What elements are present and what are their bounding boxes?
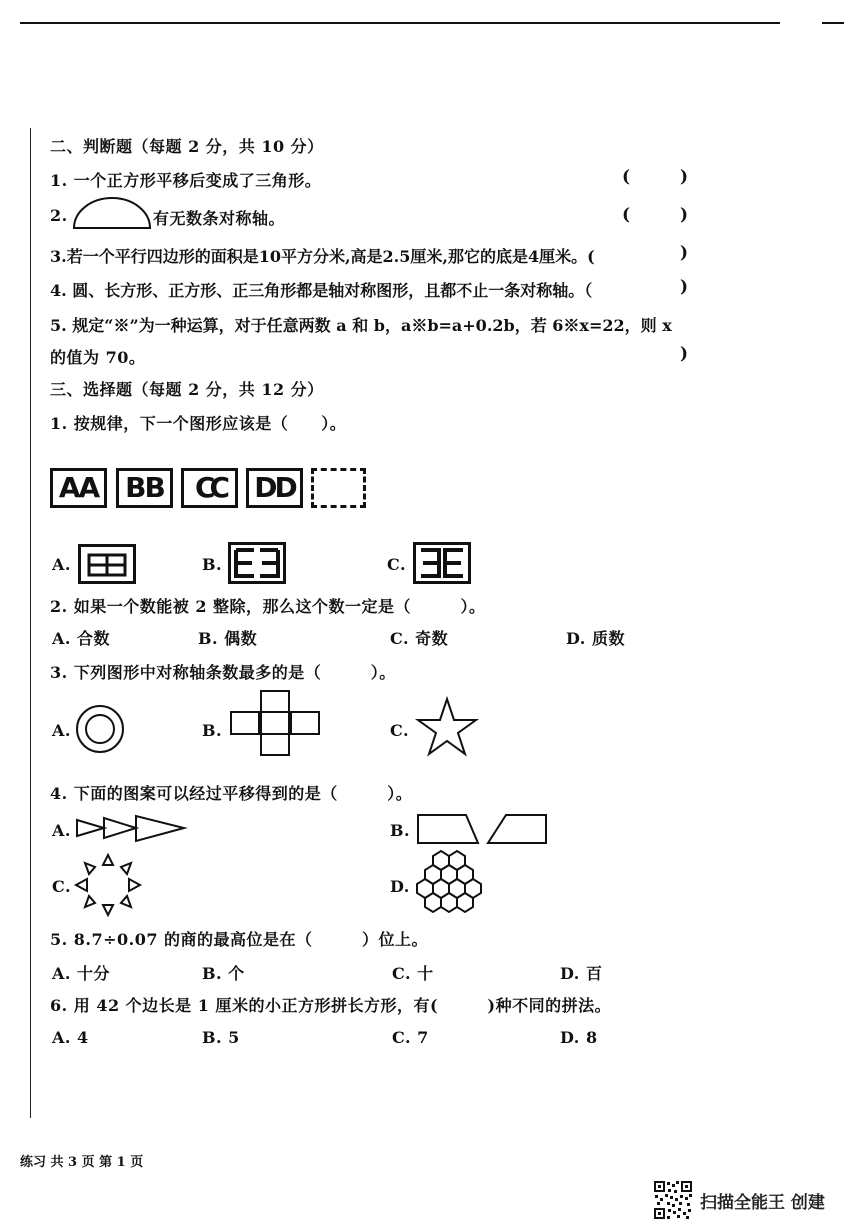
judge-q2: 有无数条对称轴。 [153,209,286,228]
q5-option-b[interactable]: B. 个 [202,964,245,983]
judge-q4-paren-close: ) [680,277,689,297]
choice-q4: 4. 下面的图案可以经过平移得到的是（ ）。 [50,784,413,803]
choice-q3: 3. 下列图形中对称轴条数最多的是（ ）。 [50,663,396,682]
EE-reversed-icon[interactable] [413,542,471,584]
q1-option-a-label: A. [52,555,71,574]
q6-option-c[interactable]: C. 7 [392,1028,429,1047]
judge-q2-paren-open: ( [622,205,631,225]
q3-option-a-label: A. [52,721,71,740]
choice-q1: 1. 按规律，下一个图形应该是（ ）。 [50,414,347,433]
choice-q5: 5. 8.7÷0.07 的商的最高位是在（ ）位上。 [50,930,429,949]
q2-option-c[interactable]: C. 奇数 [390,629,449,648]
sequence-box-1: AA [50,468,107,508]
q5-option-a[interactable]: A. 十分 [52,964,111,983]
q6-option-d[interactable]: D. 8 [560,1028,598,1047]
choice-q6: 6. 用 42 个边长是 1 厘米的小正方形拼长方形，有( )种不同的拼法。 [50,996,612,1015]
triangles-row-icon[interactable] [76,813,188,843]
q2-option-a[interactable]: A. 合数 [52,629,111,648]
judge-q3: 3.若一个平行四边形的面积是10平方分米,高是2.5厘米,那它的底是4厘米。( [50,247,595,266]
page-info: 练习 共 3 页 第 1 页 [20,1155,144,1170]
q6-option-a[interactable]: A. 4 [52,1028,89,1047]
trapezoids-icon[interactable] [416,813,550,845]
q1-option-c-label: C. [387,555,407,574]
q4-option-d-label: D. [390,877,410,896]
judge-q3-paren-close: ) [680,243,689,263]
cross-squares-icon[interactable] [230,690,320,756]
star-icon[interactable] [416,697,478,757]
q3-option-c-label: C. [390,721,410,740]
sequence-box-3: CC [181,468,238,508]
sequence-box-2: BB [116,468,173,508]
q4-option-b-label: B. [390,821,411,840]
q5-option-d[interactable]: D. 百 [560,964,603,983]
top-rule-right [822,22,844,24]
EE-overlap-small-icon[interactable] [78,544,136,584]
sequence-box-4: DD [246,468,303,508]
q1-option-b-label: B. [202,555,223,574]
judge-q1-paren-open: ( [622,167,631,187]
hexagons-icon[interactable] [414,848,484,916]
judge-q2-paren-close: ) [680,205,689,225]
judge-q1: 1. 一个正方形平移后变成了三角形。 [50,171,322,190]
sun-triangles-icon[interactable] [73,853,143,917]
concentric-circles-icon[interactable] [75,704,125,754]
judge-q2-num: 2. [50,206,68,225]
q6-option-b[interactable]: B. 5 [202,1028,240,1047]
judge-q5-line2: 的值为 70。 [50,348,146,367]
top-rule [20,22,780,24]
qr-code-icon [653,1180,693,1220]
q4-option-a-label: A. [52,821,71,840]
sequence-box-blank [311,468,366,508]
q2-option-b[interactable]: B. 偶数 [198,629,258,648]
scanner-brand: 扫描全能王 创建 [700,1193,825,1213]
semicircle-icon [72,196,152,230]
judge-q1-paren-close: ) [680,167,689,187]
left-margin-line [30,128,31,1118]
section2-heading: 二、判断题（每题 2 分，共 10 分） [50,137,324,156]
section3-heading: 三、选择题（每题 2 分，共 12 分） [50,380,324,399]
judge-q4: 4. 圆、长方形、正方形、正三角形都是轴对称图形，且都不止一条对称轴。（ [50,281,593,300]
EE-mirror-icon[interactable] [228,542,286,584]
judge-q5-line1: 5. 规定“※”为一种运算，对于任意两数 a 和 b，a※b=a+0.2b，若 6※x=22，则 x [50,316,672,335]
q5-option-c[interactable]: C. 十 [392,964,434,983]
q4-option-c-label: C. [52,877,72,896]
q2-option-d[interactable]: D. 质数 [566,629,625,648]
judge-q5-paren-close: ) [680,344,689,364]
choice-q2: 2. 如果一个数能被 2 整除，那么这个数一定是（ ）。 [50,597,486,616]
q3-option-b-label: B. [202,721,223,740]
